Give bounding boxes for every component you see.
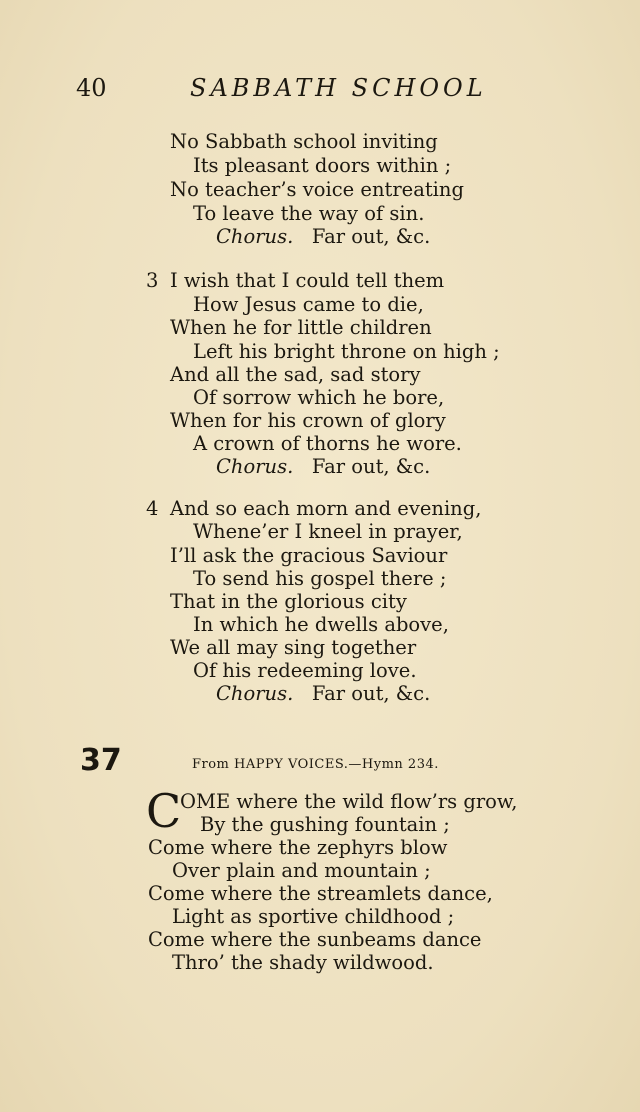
verse-line: Come where the zephyrs blow [148, 836, 448, 859]
verse-line: And all the sad, sad story [170, 363, 421, 386]
running-head [0, 74, 640, 108]
verse-line: By the gushing fountain ; [200, 813, 450, 836]
verse-line: Left his bright throne on high ; [193, 340, 500, 363]
chorus-label: Chorus. [216, 455, 294, 478]
chorus-text: Far out, &c. [311, 225, 431, 248]
verse-line: We all may sing together [170, 636, 417, 659]
verse-line: Come where the sunbeams dance [148, 928, 482, 951]
hymn-source: From HAPPY VOICES.—Hymn 234. [192, 757, 439, 772]
verse-line: And so each morn and evening, [170, 497, 482, 520]
verse-line: To leave the way of sin. [193, 202, 425, 225]
chorus-line [216, 455, 430, 479]
verse-line: When for his crown of glory [170, 409, 446, 432]
stanza-number: 3 [146, 269, 159, 292]
stanza-number: 4 [146, 497, 159, 520]
verse-line: Of his redeeming love. [193, 659, 417, 682]
page-header-title: SABBATH SCHOOL [190, 74, 487, 102]
verse-line: Light as sportive childhood ; [172, 905, 455, 928]
verse-line: Come where the streamlets dance, [148, 882, 493, 905]
chorus-label: Chorus. [216, 225, 294, 248]
verse-line: No Sabbath school inviting [170, 130, 438, 153]
verse-line: Of sorrow which he bore, [193, 386, 445, 409]
chorus-text: Far out, &c. [311, 682, 431, 705]
chorus-label: Chorus. [216, 682, 294, 705]
verse-line: OME where the wild flow’rs grow, [180, 790, 518, 813]
verse-line: No teacher’s voice entreating [170, 178, 464, 201]
verse-line: I wish that I could tell them [170, 269, 445, 292]
verse-line: How Jesus came to die, [193, 293, 424, 316]
verse-line: A crown of thorns he wore. [193, 432, 462, 455]
verse-line: That in the glorious city [170, 590, 407, 613]
verse-line: I’ll ask the gracious Saviour [170, 544, 448, 567]
chorus-line [216, 225, 430, 249]
verse-line: Whene’er I kneel in prayer, [193, 520, 463, 543]
verse-line: Thro’ the shady wildwood. [172, 951, 434, 974]
verse-line: In which he dwells above, [193, 613, 449, 636]
chorus-line [216, 682, 430, 706]
drop-cap: C [146, 784, 182, 838]
verse-line: Over plain and mountain ; [172, 859, 431, 882]
verse-line: When he for little children [170, 316, 432, 339]
hymn-number: 37 [80, 743, 122, 778]
verse-line: Its pleasant doors within ; [193, 154, 452, 177]
verse-line: To send his gospel there ; [193, 567, 447, 590]
page-number: 40 [76, 74, 107, 102]
chorus-text: Far out, &c. [311, 455, 431, 478]
